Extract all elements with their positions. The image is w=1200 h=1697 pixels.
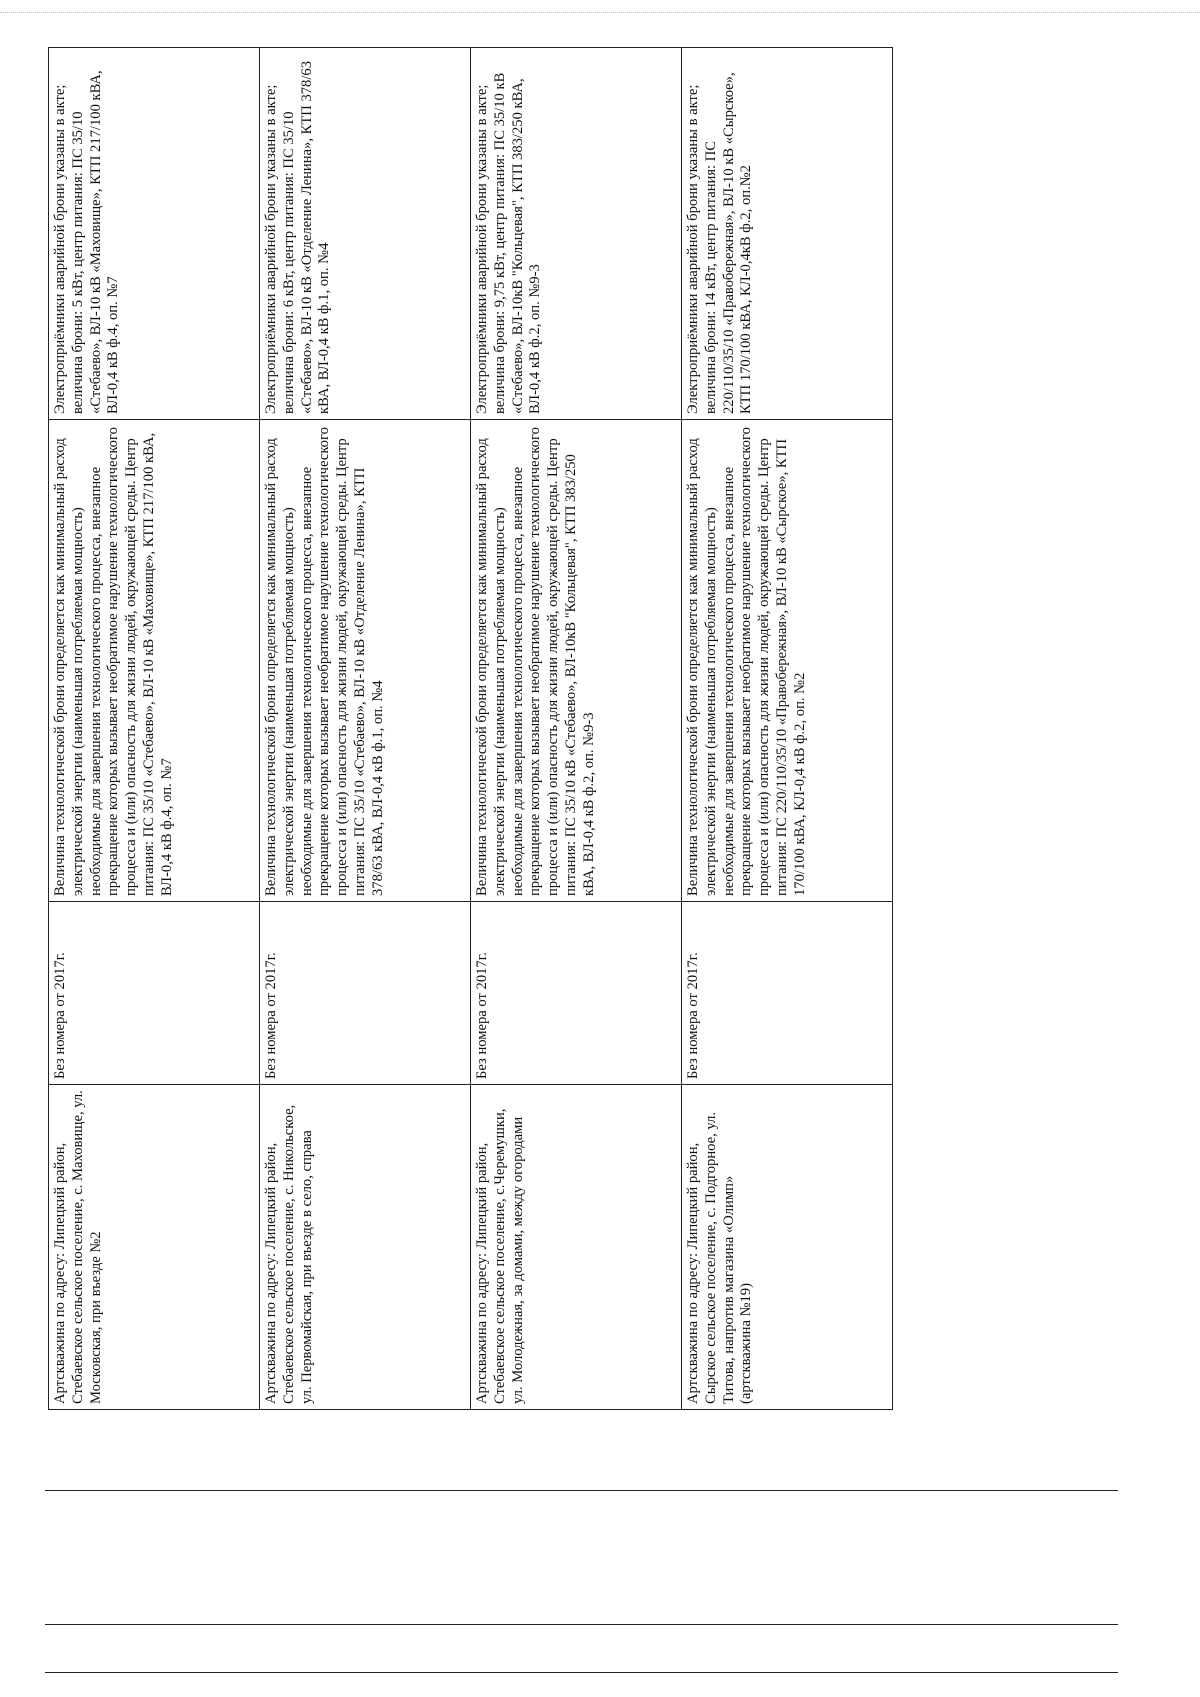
emergency-reserve-cell: Электроприёмники аварийной брони указаны в акте; величина брони: 5 кВт, центр питания: ПС 35/10 «Стебаево», ВЛ-10 кВ «Маховище», КТП 217/100 кВА, ВЛ-0,4 кВ ф.4, оп. №7 [49, 48, 260, 420]
technological-reserve-cell: Величина технологической брони определяется как минимальный расход электрической энергии (наименьшая потребляемая мощность) необходимые для завершения технологического процесса, внезапное прекращение которых вызывает необратимое нарушение технологического процесса и (или) опасность для жизни людей, окружающей среды. Центр питания: ПС 35/10 «Стебаево», ВЛ-10 кВ «Отделение Ленина», КТП 378/63 кВА, ВЛ-0,4 кВ ф.1, оп. №4 [260, 420, 471, 902]
address-cell: Артскважина по адресу: Липецкий район, Сырское сельское поселение, с. Подгорное, ул. Титова, напротив магазина «Олимп» (артскважина №19) [682, 1085, 893, 1410]
document-cell: Без номера от 2017г. [260, 902, 471, 1085]
address-cell: Артскважина по адресу: Липецкий район, Стебаевское сельское поселение, с. Никольское, ул. Первомайская, при въезде в село, справа [260, 1085, 471, 1410]
document-cell: Без номера от 2017г. [471, 902, 682, 1085]
scan-edge-line [0, 12, 1200, 13]
document-cell: Без номера от 2017г. [49, 902, 260, 1085]
horizontal-rule [45, 1624, 1118, 1625]
technological-reserve-cell: Величина технологической брони определяется как минимальный расход электрической энергии (наименьшая потребляемая мощность) необходимые для завершения технологического процесса, внезапное прекращение которых вызывает необратимое нарушение технологического процесса и (или) опасность для жизни людей, окружающей среды. Центр питания: ПС 220/110/35/10 «Правобережная», ВЛ-10 кВ «Сырское», КТП 170/100 кВА, КЛ-0,4 кВ ф.2, оп. №2 [682, 420, 893, 902]
power-reservation-table [48, 47, 893, 1410]
address-cell: Артскважина по адресу: Липецкий район, Стебаевское сельское поселение, с. Маховище, ул. Московская, при въезде №2 [49, 1085, 260, 1410]
emergency-reserve-cell: Электроприёмники аварийной брони указаны в акте; величина брони: 14 кВт, центр питания: ПС 220/110/35/10 «Правобережная», ВЛ-10 кВ «Сырское», КТП 170/100 кВА, КЛ-0,4кВ ф.2, оп.№2 [682, 48, 893, 420]
table-row [471, 48, 682, 1410]
rotated-table-container [48, 48, 893, 1410]
address-cell: Артскважина по адресу: Липецкий район, Стебаевское сельское поселение, с.Черемушки, ул. Молодежная, за домами, между огородами [471, 1085, 682, 1410]
document-cell: Без номера от 2017г. [682, 902, 893, 1085]
table-row [682, 48, 893, 1410]
table-row [260, 48, 471, 1410]
emergency-reserve-cell: Электроприёмники аварийной брони указаны в акте; величина брони: 6 кВт, центр питания: ПС 35/10 «Стебаево», ВЛ-10 кВ «Отделение Ленина», КТП 378/63 кВА, ВЛ-0,4 кВ ф.1, оп. №4 [260, 48, 471, 420]
table-row [49, 48, 260, 1410]
technological-reserve-cell: Величина технологической брони определяется как минимальный расход электрической энергии (наименьшая потребляемая мощность) необходимые для завершения технологического процесса, внезапное прекращение которых вызывает необратимое нарушение технологического процесса и (или) опасность для жизни людей, окружающей среды. Центр питания: ПС 35/10 «Стебаево», ВЛ-10 кВ «Маховище», КТП 217/100 кВА, ВЛ-0,4 кВ ф.4, оп. №7 [49, 420, 260, 902]
horizontal-rule [45, 1672, 1118, 1673]
horizontal-rule [45, 1490, 1118, 1491]
technological-reserve-cell: Величина технологической брони определяется как минимальный расход электрической энергии (наименьшая потребляемая мощность) необходимые для завершения технологического процесса, внезапное прекращение которых вызывает необратимое нарушение технологического процесса и (или) опасность для жизни людей, окружающей среды. Центр питания: ПС 35/10 кВ «Стебаево», ВЛ-10кВ "Кольцевая", КТП 383/250 кВА, ВЛ-0,4 кВ ф.2, оп. №9-3 [471, 420, 682, 902]
emergency-reserve-cell: Электроприёмники аварийной брони указаны в акте; величина брони: 9,75 кВт, центр питания: ПС 35/10 кВ «Стебаево», ВЛ-10кВ "Кольцевая", КТП 383/250 кВА, ВЛ-0,4 кВ ф.2, оп. №9-3 [471, 48, 682, 420]
